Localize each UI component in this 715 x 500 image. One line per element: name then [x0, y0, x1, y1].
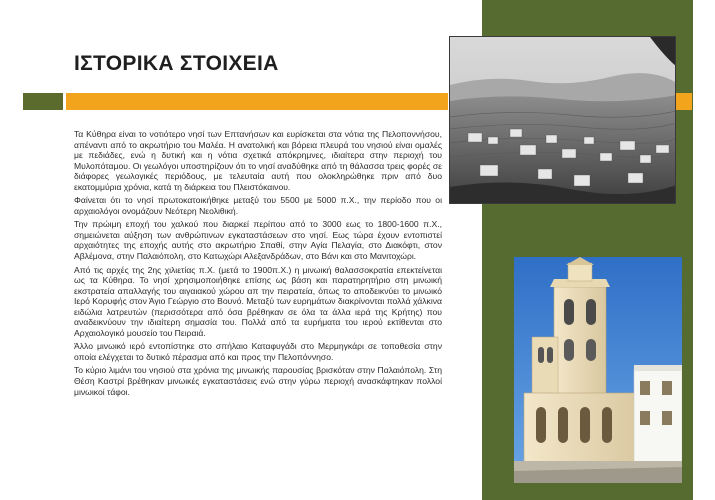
olive-accent-block	[23, 93, 63, 110]
church-bell-tower-photo	[514, 257, 682, 483]
body-text	[74, 129, 442, 400]
orange-accent-bar-right	[676, 93, 692, 110]
historic-village-photo	[449, 36, 676, 204]
paragraph-geography: Τα Κύθηρα είναι το νοτιότερο νησί των Επτανήσων και ευρίσκεται στα νότια της Πελοποννήσου, απέναντι από το ακρωτήριο του Μαλέα. Η ανατολική και βόρεια πλευρά του νησιού είναι ομαλές με πεδιάδες, ενώ η δυτική και η νότια σχετικά απόκρημνες, ιδιαίτερα στην περιοχή του Μυλοπόταμου. Οι γεωλόγοι υποστηρίζουν ότι το νησί αναδύθηκε από τη θάλασσα τρεις φορές σε διάφορες γεωλογικές περιόδους, με τελευταία αυτή που ολοκληρώθηκε πριν από δυο εκατομμύρια χρόνια, κατά τη διάρκεια του Πλειστόκαινου.	[74, 129, 442, 192]
paragraph-neolithic: Φαίνεται ότι το νησί πρωτοκατοικήθηκε μεταξύ του 5500 με 5000 π.Χ., την περίοδο που οι αρχαιολόγοι ονομάζουν Νεότερη Νεολιθική.	[74, 195, 442, 216]
paragraph-harbor: Το κύριο λιμάνι του νησιού στα χρόνια της μινωικής παρουσίας βρισκόταν στην Παλαιόπολη. Στη Θέση Καστρί βρέθηκαν μινωικές εγκαταστάσεις ενώ στην γύρω περιοχή ανασκάφτηκαν πολλοί μινωικοί τάφοι.	[74, 365, 442, 397]
page-title: ΙΣΤΟΡΙΚΑ ΣΤΟΙΧΕΙΑ	[74, 52, 279, 75]
paragraph-sanctuary: Άλλο μινωικό ιερό εντοπίστηκε στο σπήλαιο Καταφυγάδι στο Μερμηγκάρι σε τοποθεσία στην οποία ελέγχεται το δυτικό πέρασμα από και προς την Πελοπόννησο.	[74, 341, 442, 362]
paragraph-bronze-age: Την πρώιμη εποχή του χαλκού που διαρκεί περίπου από το 3000 εως το 1800-1600 π.Χ., σημειώνεται αύξηση των ανθρώπινων εγκαταστάσεων στο νησί. Εως τώρα έχουν εντοπιστεί αρχαιότητες της εποχής αυτής στο ακρωτήριο Σπαθί, στην Αγία Πελαγία, στο Διακόφτι, στον Αβλέμονα, στην Παλαιόπολη, στο Κατωχώρι Αλεξανδράδων, στο Βάνι και στο Μανιτοχώρι.	[74, 219, 442, 262]
orange-accent-bar	[66, 93, 448, 110]
paragraph-minoan: Από τις αρχές της 2ης χιλιετίας π.Χ. (μετά το 1900π.Χ.) η μινωική θαλασσοκρατία επεκτείνεται ως τα Κύθηρα. Το νησί χρησιμοποιήθηκε επίσης ως βάση και παρατηρητήριο στη μινωική εκστρατεία απαλλαγής του αιγαιακού χώρου απ την πειρατεία, όπως το αποδεικνύει το μινωικό Ιερό Κορυφής στον Άγιο Γεώργιο στο Βουνό. Μεταξύ των ευρημάτων διακρίνονται πολλά χάλκινα ειδώλια λατρευτών (περισσότερα από όσα βρέθηκαν σε όλα τα άλλα ιερά της Κρήτης) που αναδεικνύουν την ιδιαίτερη σημασία του. Πολλά από τα ευρήματα του ιερού εκτίθενται στο Αρχαιολογικό μουσείο του Πειραιά.	[74, 264, 442, 338]
